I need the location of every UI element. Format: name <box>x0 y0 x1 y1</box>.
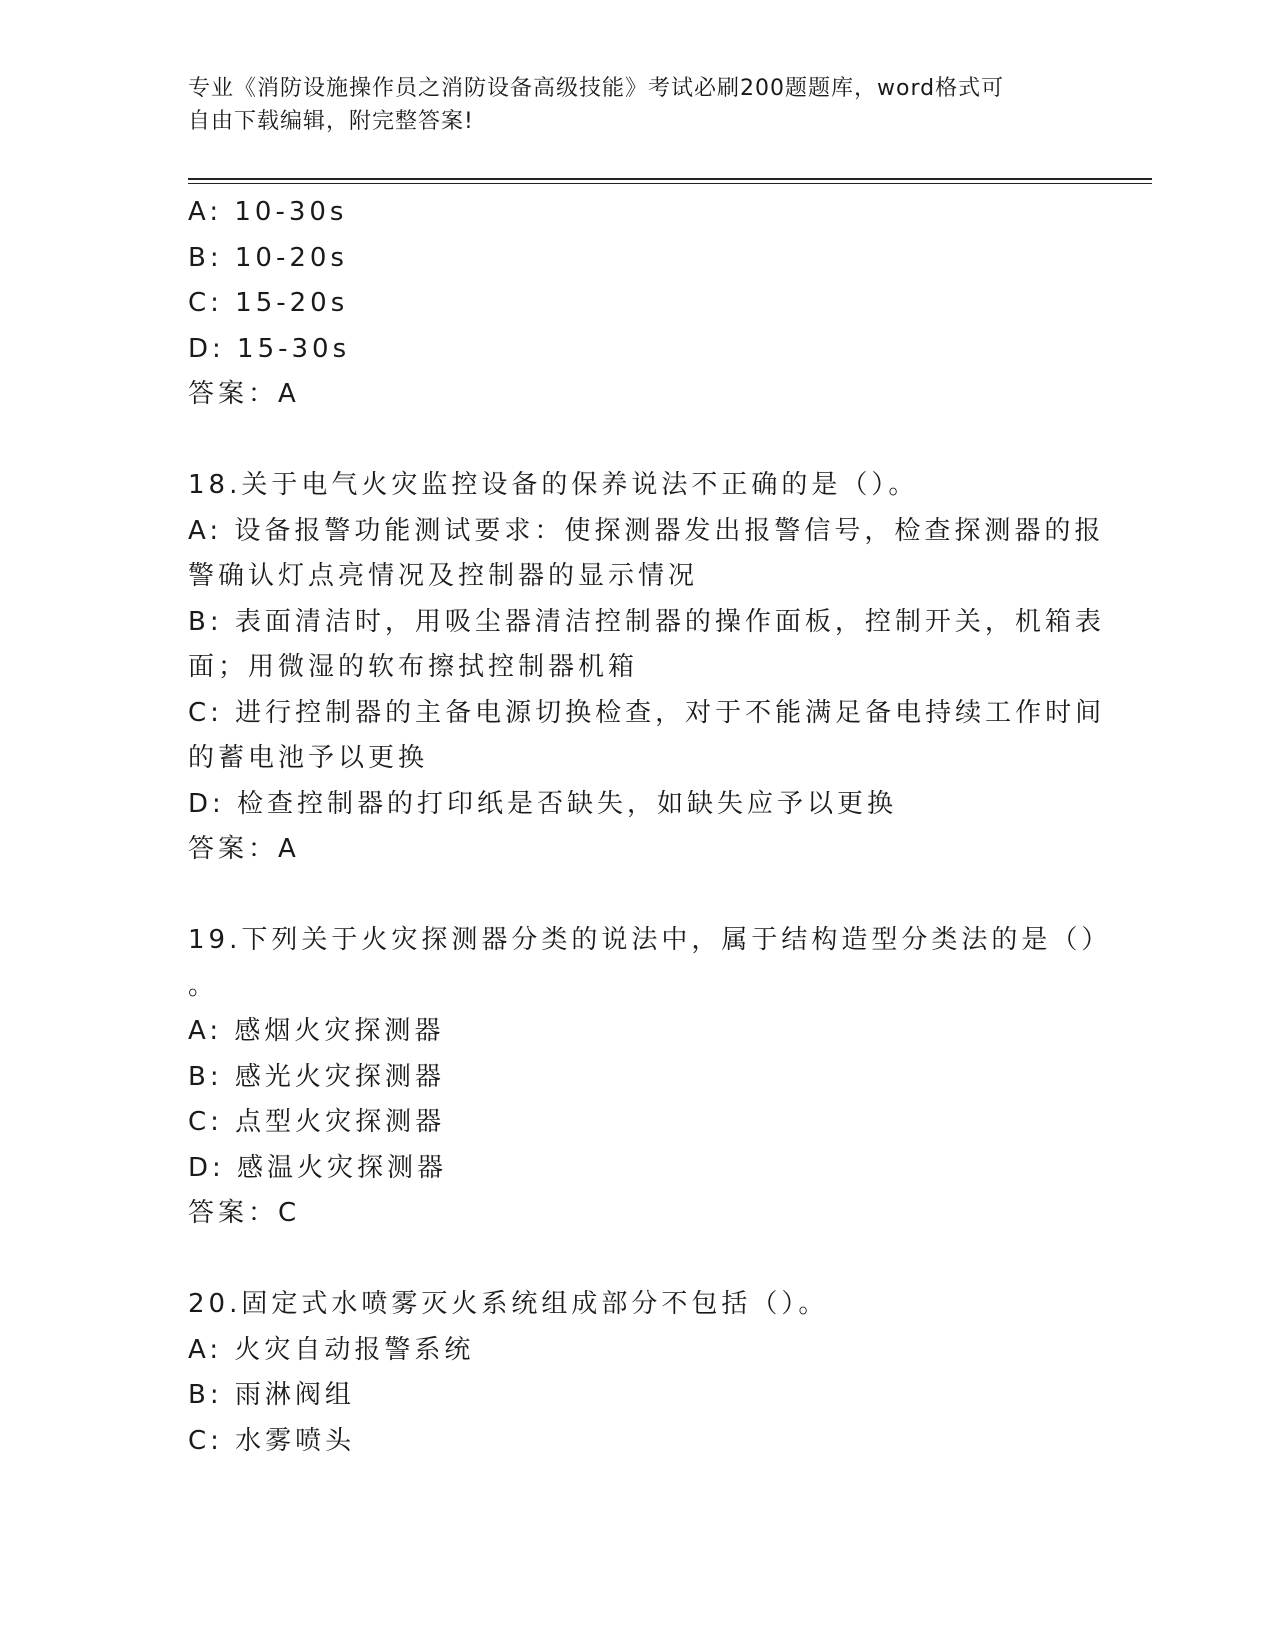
question-20 <box>188 1282 1088 1464</box>
option-c: C: 点型火灾探测器 <box>188 1107 446 1137</box>
header-line-2: 自由下载编辑，附完整答案! <box>188 109 474 134</box>
option-b: B: 10-20s <box>188 242 348 273</box>
option-a: A: 感烟火灾探测器 <box>188 1016 445 1046</box>
option-b-line-1: B: 表面清洁时，用吸尘器清洁控制器的操作面板，控制开关，机箱表 <box>188 606 1105 637</box>
option-d: D: 感温火灾探测器 <box>188 1152 448 1183</box>
question-text: 18.关于电气火灾监控设备的保养说法不正确的是（）。 <box>188 470 919 500</box>
answer: 答案：C <box>188 1198 301 1228</box>
question-19 <box>188 918 1112 1237</box>
option-a: A: 10-30s <box>188 197 348 227</box>
question-18 <box>188 463 1106 873</box>
option-c-line-1: C: 进行控制器的主备电源切换检查，对于不能满足备电持续工作时间 <box>188 697 1106 728</box>
question-list <box>188 190 1112 1464</box>
answer: 答案：A <box>188 834 300 864</box>
question-17 <box>188 190 1088 418</box>
answer: 答案：A <box>188 379 300 409</box>
spacer <box>188 873 1088 919</box>
option-b: B: 雨淋阀组 <box>188 1380 355 1410</box>
header-line-1: 专业《消防设施操作员之消防设备高级技能》考试必刷200题题库，word格式可 <box>188 76 1005 101</box>
spacer <box>188 1237 1088 1283</box>
header-rule-thick <box>188 178 1152 180</box>
question-text: 20.固定式水喷雾灭火系统组成部分不包括（）。 <box>188 1289 829 1319</box>
option-a-line-2: 警确认灯点亮情况及控制器的显示情况 <box>188 561 699 591</box>
document-header <box>188 72 1088 138</box>
question-text-line-2: 。 <box>188 970 219 1001</box>
option-a-line-1: A: 设备报警功能测试要求：使探测器发出报警信号，检查探测器的报 <box>188 515 1105 546</box>
option-c-line-2: 的蓄电池予以更换 <box>188 743 429 773</box>
spacer <box>188 418 1088 464</box>
option-c: C: 15-20s <box>188 288 349 318</box>
option-d: D: 15-30s <box>188 333 351 364</box>
question-text-line-1: 19.下列关于火灾探测器分类的说法中，属于结构造型分类法的是（） <box>188 925 1112 955</box>
header-rule-thin <box>188 183 1152 184</box>
option-c: C: 水雾喷头 <box>188 1425 356 1456</box>
option-d: D: 检查控制器的打印纸是否缺失，如缺失应予以更换 <box>188 788 898 819</box>
option-b-line-2: 面；用微湿的软布擦拭控制器机箱 <box>188 652 639 682</box>
option-b: B: 感光火灾探测器 <box>188 1061 445 1092</box>
option-a: A: 火灾自动报警系统 <box>188 1334 475 1365</box>
